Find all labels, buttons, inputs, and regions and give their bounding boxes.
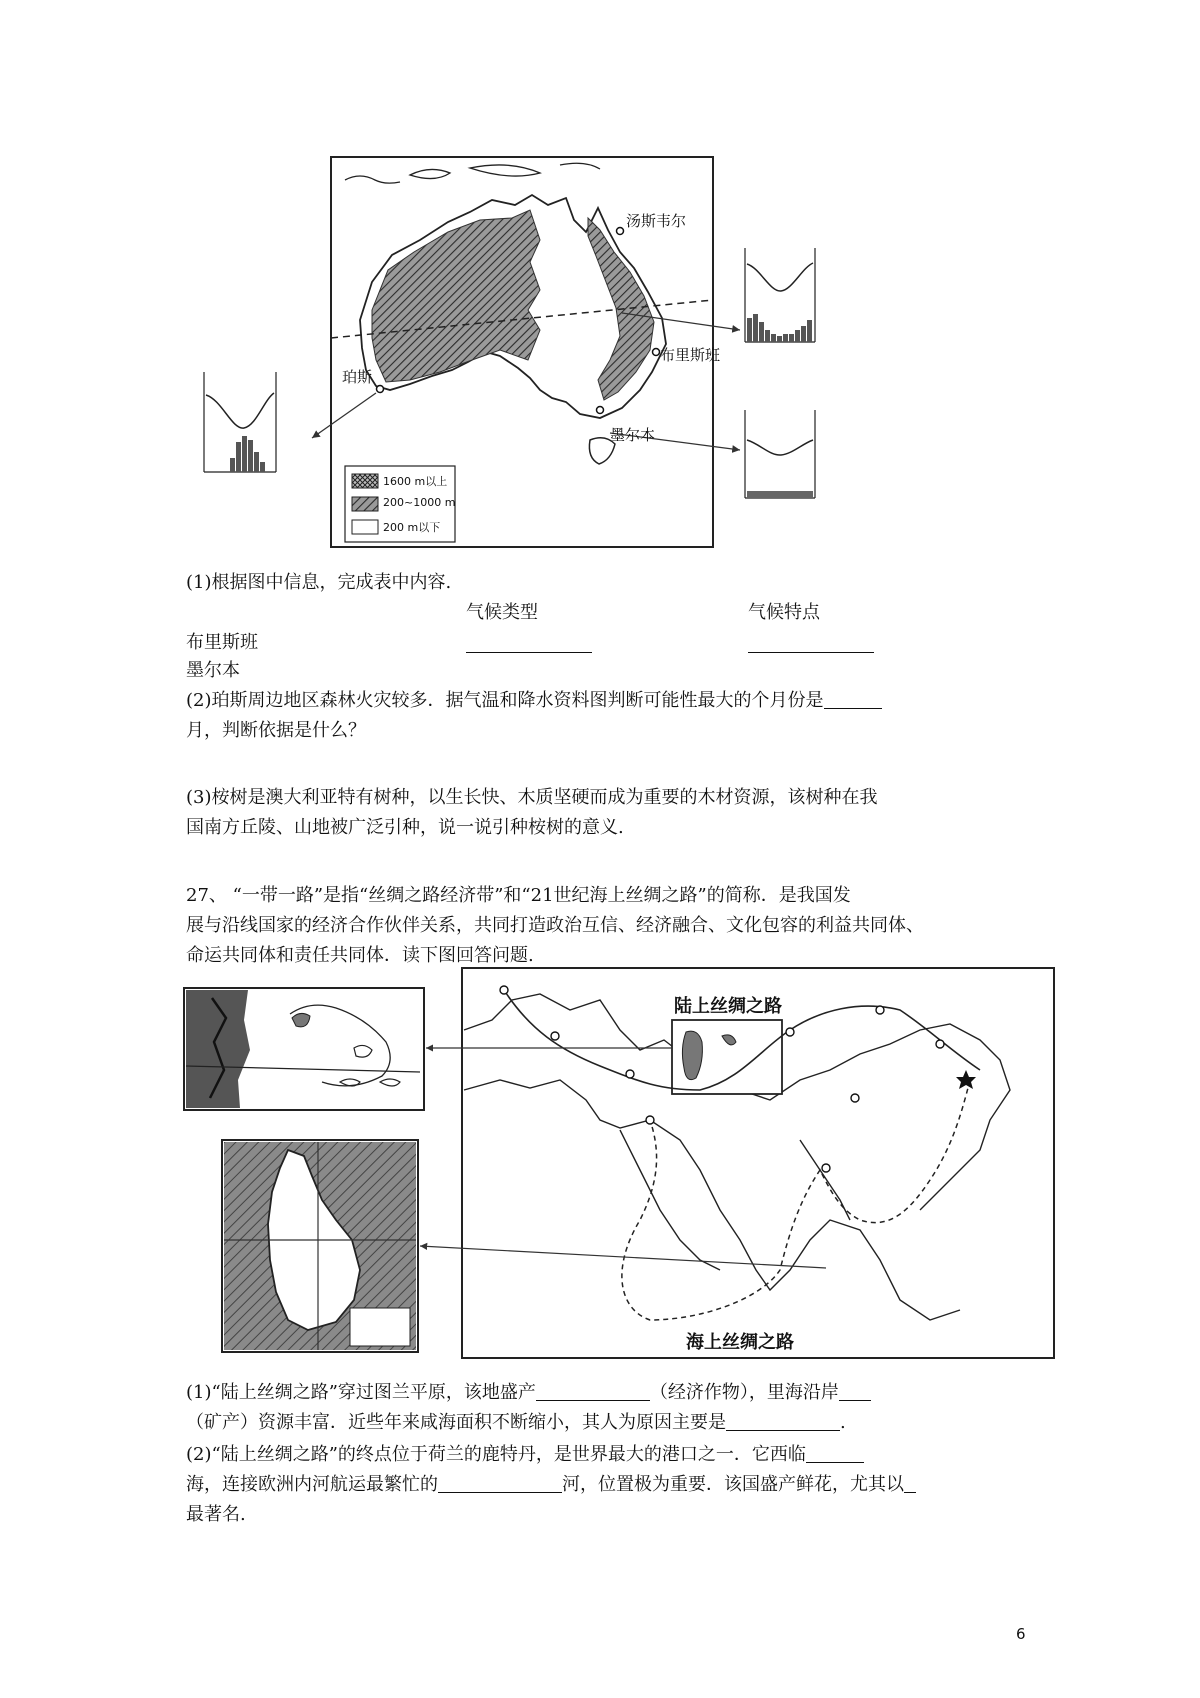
table-header-climate-feature: 气候特点 bbox=[748, 602, 820, 623]
q27-part1-end: . bbox=[840, 1412, 846, 1433]
table-header-climate-type: 气候类型 bbox=[466, 602, 538, 623]
q27-intro-line3: 命运共同体和责任共同体．读下图回答问题. bbox=[186, 945, 534, 966]
q27-part2-text-a: (2)“陆上丝绸之路”的终点位于荷兰的鹿特丹，是世界最大的港口之一．它西临 bbox=[186, 1444, 806, 1465]
climate-chart-melbourne bbox=[745, 410, 815, 498]
blank-brisbane-feature[interactable] bbox=[748, 634, 874, 653]
legend-low: 200 m以下 bbox=[383, 521, 441, 534]
table-row-brisbane: 布里斯班 bbox=[186, 632, 258, 653]
australia-map-graphic bbox=[0, 0, 1200, 560]
blank-economic-crop[interactable] bbox=[536, 1382, 650, 1401]
table-row-melbourne: 墨尔本 bbox=[186, 660, 240, 681]
q27-part1-text-a: (1)“陆上丝绸之路”穿过图兰平原，该地盛产 bbox=[186, 1382, 536, 1403]
label-land-silk-road: 陆上丝绸之路 bbox=[674, 996, 782, 1017]
q27-intro-line2: 展与沿线国家的经济合作伙伴关系，共同打造政治互信、经济融合、文化包容的利益共同体、 bbox=[186, 915, 924, 936]
q27-part1-text-c: （矿产）资源丰富．近些年来咸海面积不断缩小，其人为原因主要是 bbox=[186, 1412, 726, 1433]
label-melbourne: 墨尔本 bbox=[610, 426, 656, 444]
label-perth: 珀斯 bbox=[342, 368, 373, 386]
q27-intro-line1: 27、 “一带一路”是指“丝绸之路经济带”和“21世纪海上丝绸之路”的简称．是我国发 bbox=[186, 885, 851, 906]
blank-brisbane-type[interactable] bbox=[466, 634, 592, 653]
australia-map-figure bbox=[0, 0, 1200, 560]
label-townsville: 汤斯韦尔 bbox=[626, 212, 687, 230]
label-maritime-silk-road: 海上丝绸之路 bbox=[686, 1332, 794, 1353]
q27-part2-text-c: 河，位置极为重要．该国盛产鲜花，尤其以 bbox=[562, 1474, 904, 1495]
climate-chart-brisbane bbox=[745, 248, 815, 342]
q27-part1-line2 bbox=[186, 1412, 846, 1434]
blank-fire-month[interactable] bbox=[824, 690, 882, 709]
q27-part2-line1 bbox=[186, 1444, 864, 1466]
q26-part3-line2: 国南方丘陵、山地被广泛引种，说一说引种桉树的意义. bbox=[186, 817, 624, 838]
q27-part1-text-b: （经济作物），里海沿岸 bbox=[649, 1382, 839, 1403]
blank-mineral-resource[interactable] bbox=[839, 1382, 871, 1401]
page-number: 6 bbox=[1016, 1625, 1026, 1643]
q27-part1-line1 bbox=[186, 1382, 871, 1404]
legend-high: 1600 m以上 bbox=[383, 475, 448, 488]
climate-chart-perth bbox=[204, 372, 276, 472]
belt-road-map-graphic bbox=[0, 970, 1200, 1370]
q27-part2-line3: 最著名. bbox=[186, 1504, 246, 1525]
belt-road-map-figure bbox=[0, 970, 1200, 1370]
q27-part2-text-b: 海，连接欧洲内河航运最繁忙的 bbox=[186, 1474, 438, 1495]
q26-part3-line1: (3)桉树是澳大利亚特有树种，以生长快、木质坚硬而成为重要的木材资源，该树种在我 bbox=[186, 787, 878, 808]
blank-sea-name[interactable] bbox=[806, 1444, 864, 1463]
blank-flower-name[interactable] bbox=[904, 1474, 916, 1493]
label-brisbane: 布里斯班 bbox=[660, 346, 721, 364]
q26-part2-text: (2)珀斯周边地区森林火灾较多．据气温和降水资料图判断可能性最大的个月份是 bbox=[186, 690, 824, 711]
blank-human-cause[interactable] bbox=[726, 1412, 840, 1431]
q26-part1: (1)根据图中信息，完成表中内容. bbox=[186, 572, 452, 593]
blank-river-name[interactable] bbox=[438, 1474, 562, 1493]
q27-part2-line2 bbox=[186, 1474, 916, 1496]
q26-part2-line2: 月，判断依据是什么？ bbox=[186, 720, 366, 741]
q26-part2-line1 bbox=[186, 690, 882, 712]
legend-mid: 200~1000 m bbox=[383, 496, 456, 509]
